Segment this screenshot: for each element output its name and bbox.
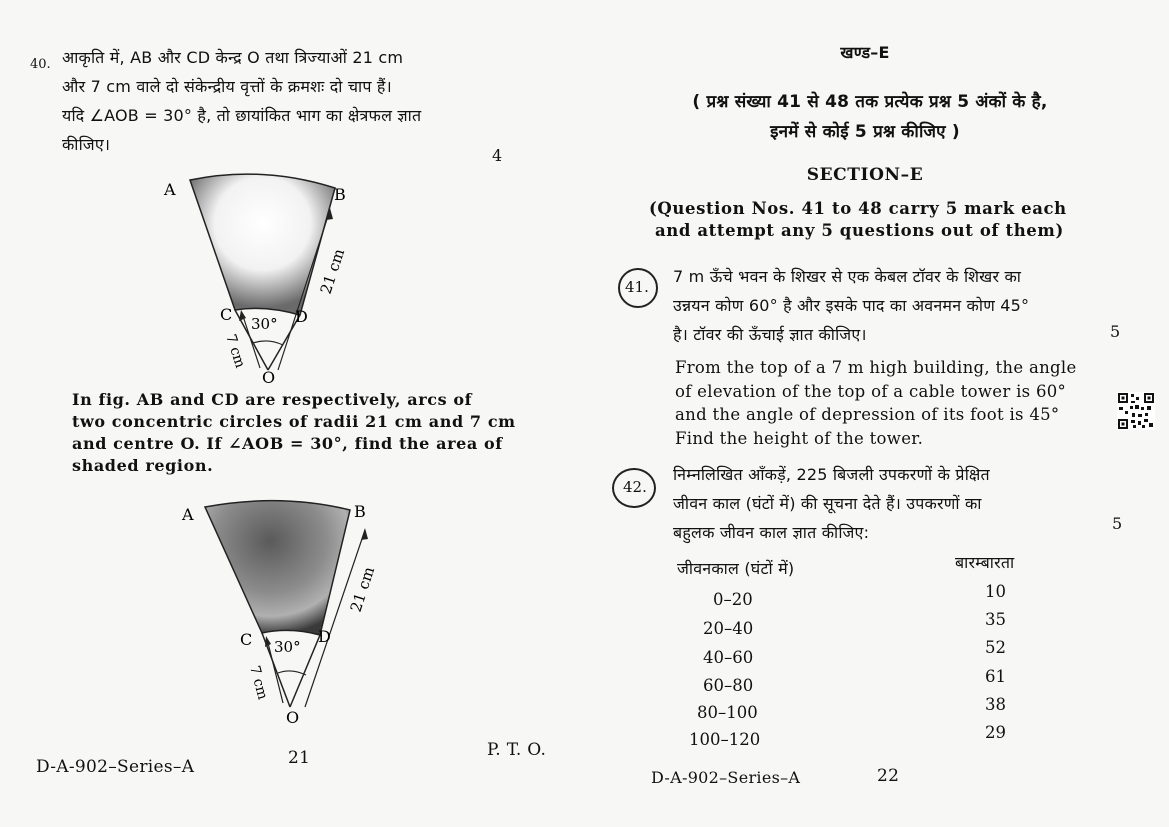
table-frequency: 38 — [985, 695, 1006, 714]
q40-english-line: two concentric circles of radii 21 cm and 7 cm — [72, 412, 516, 431]
left-page — [0, 0, 570, 827]
table-frequency: 35 — [985, 610, 1006, 629]
q41-hindi-line: 7 m ऊँचे भवन के शिखर से एक केबल टॉवर के शिखर का — [673, 267, 1022, 286]
label-b: B — [334, 185, 346, 204]
table-range: 80–100 — [697, 703, 758, 722]
shaded-region — [205, 501, 350, 635]
label-c: C — [220, 305, 233, 324]
q41-english-line: of elevation of the top of a cable tower is 60° — [675, 381, 1067, 401]
right-page — [585, 0, 1169, 827]
table-frequency: 29 — [985, 723, 1006, 742]
label-b: B — [354, 502, 366, 521]
shaded-region — [190, 174, 335, 315]
instruction-hindi-1: ( प्रश्न संख्या 41 से 48 तक प्रत्येक प्रश्न 5 अंकों के है, — [692, 92, 1048, 112]
table-range: 100–120 — [689, 730, 761, 749]
label-o: O — [286, 708, 300, 727]
table-frequency: 52 — [985, 638, 1006, 657]
question-number-42: 42. — [623, 478, 647, 496]
q41-english-line: Find the height of the tower. — [675, 428, 924, 448]
angle-label: 30° — [274, 638, 301, 656]
instruction-english-2: and attempt any 5 questions out of them) — [655, 221, 1064, 240]
pto-label: P. T. O. — [487, 740, 547, 760]
q42-hindi-line: बहुलक जीवन काल ज्ञात कीजिए: — [673, 523, 870, 542]
instruction-hindi-2: इनमें से कोई 5 प्रश्न कीजिए ) — [770, 122, 960, 142]
table-frequency: 10 — [985, 582, 1006, 601]
table-header-life: जीवनकाल (घंटों में) — [677, 559, 795, 578]
q40-hindi-line: यदि ∠AOB = 30° है, तो छायांकित भाग का क्षेत्रफल ज्ञात — [62, 106, 422, 125]
page-number: 22 — [877, 766, 900, 786]
q40-english-line: and centre O. If ∠AOB = 30°, find the area of — [72, 434, 503, 453]
table-frequency: 61 — [985, 667, 1006, 686]
label-d: D — [318, 627, 331, 646]
label-d: D — [295, 307, 308, 326]
figure-1-sector — [150, 170, 390, 385]
page-number: 21 — [288, 748, 311, 768]
q42-hindi-line: जीवन काल (घंटों में) की सूचना देते हैं। उपकरणों का — [673, 494, 982, 513]
footer-code: D-A-902–Series–A — [651, 768, 801, 787]
angle-label: 30° — [251, 315, 278, 333]
label-a: A — [182, 505, 194, 524]
inner-radius-label: 7 cm — [222, 332, 249, 371]
outer-radius-label: 21 cm — [316, 246, 349, 297]
table-range: 40–60 — [703, 648, 754, 667]
q42-hindi-line: निम्नलिखित आँकड़ें, 225 बिजली उपकरणों के प्रेक्षित — [673, 465, 990, 484]
q40-english-text — [72, 389, 522, 477]
table-header-frequency: बारम्बारता — [955, 553, 1015, 572]
label-a: A — [164, 180, 176, 199]
section-title-hindi: खण्ड–E — [840, 43, 890, 62]
q40-hindi-line: और 7 cm वाले दो संकेन्द्रीय वृत्तों के क्रमशः दो चाप हैं। — [62, 77, 392, 96]
label-c: C — [240, 630, 253, 649]
q40-english-line: In fig. AB and CD are respectively, arcs of — [72, 390, 473, 409]
q42-hindi-text — [673, 460, 1143, 547]
q40-english-line: shaded region. — [72, 456, 214, 475]
table-range: 20–40 — [703, 619, 754, 638]
q40-hindi-text — [62, 43, 512, 159]
q41-english-text — [675, 356, 1145, 450]
q41-hindi-line: उन्नयन कोण 60° है और इसके पाद का अवनमन कोण 45° — [673, 296, 1030, 315]
label-o: O — [262, 368, 276, 385]
question-number-41: 41. — [625, 278, 649, 296]
question-number-40: 40. — [30, 57, 51, 72]
q41-english-line: and the angle of depression of its foot is 45° — [675, 405, 1060, 424]
footer-code: D-A-902–Series–A — [36, 757, 195, 777]
q40-hindi-line: आकृति में, AB और CD केन्द्र O तथा त्रिज्याओं 21 cm — [62, 48, 404, 67]
q41-english-line: From the top of a 7 m high building, the angle — [675, 358, 1077, 377]
table-range: 0–20 — [713, 590, 753, 609]
outer-radius-label: 21 cm — [346, 564, 379, 615]
qr-code-icon — [1117, 392, 1155, 430]
q41-marks: 5 — [1110, 322, 1121, 341]
figure-2-sector — [170, 495, 410, 730]
q41-hindi-line: है। टॉवर की ऊँचाई ज्ञात कीजिए। — [673, 325, 867, 344]
inner-radius-label: 7 cm — [246, 663, 271, 702]
q42-marks: 5 — [1112, 514, 1123, 533]
instruction-english-1: (Question Nos. 41 to 48 carry 5 mark each — [649, 199, 1067, 218]
q40-marks: 4 — [492, 146, 503, 165]
q40-hindi-line: कीजिए। — [62, 135, 111, 154]
section-title-english: SECTION–E — [806, 165, 924, 185]
q41-hindi-text — [673, 262, 1133, 349]
table-range: 60–80 — [703, 676, 754, 695]
